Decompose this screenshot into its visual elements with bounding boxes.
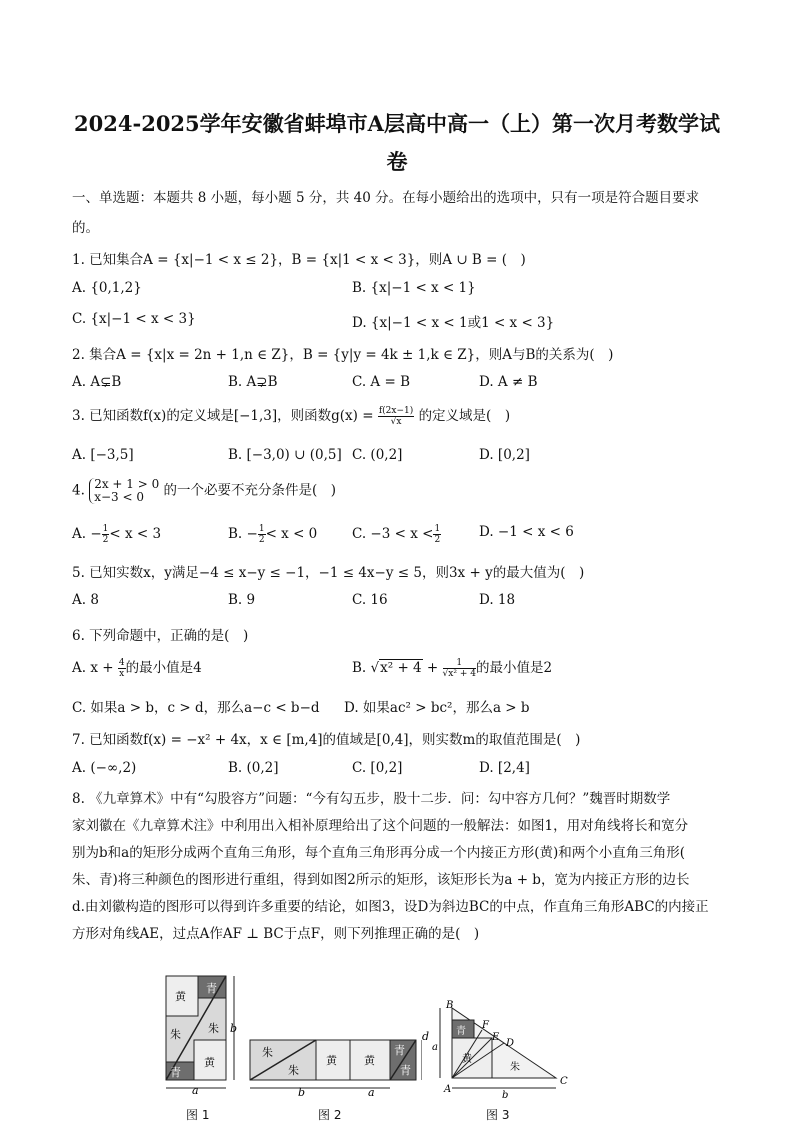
q7-stem: 7. 已知函数f(x) = −x² + 4x，x ∈ [m,4]的值域是[0,4]，则实数m的取值范围是( ): [72, 732, 581, 748]
fig2-label-yellow2: 黄: [364, 1054, 375, 1067]
q3-stem-pre: 3. 已知函数f(x)的定义域是[−1,3]，则函数g(x) =: [72, 408, 378, 424]
q4-inequality-system: [89, 478, 159, 504]
q3-frac-num: f(2x−1): [378, 406, 414, 416]
fig3-point-B: B: [446, 1000, 454, 1011]
q3-option-c: C. (0,2]: [352, 447, 403, 463]
q4-option-b: [228, 524, 317, 545]
q3-option-d: D. [0,2]: [479, 447, 530, 463]
fig1-label-yellow2: 黄: [204, 1056, 215, 1069]
q7-option-a: A. (−∞,2): [72, 760, 137, 776]
q1-option-c: C. {x|−1 < x < 3}: [72, 311, 196, 327]
q4-a-den: 2: [102, 535, 109, 545]
fig1-label-qing2: 青: [170, 1066, 181, 1079]
q4-option-a: [72, 524, 161, 545]
q8-paragraph: [72, 786, 722, 948]
q4-b-pre: B.: [228, 526, 247, 542]
fig2-label-zhu2: 朱: [288, 1064, 299, 1077]
q8-line: 家刘徽在《九章算术注》中利用出入相补原理给出了这个问题的一般解法：如图1，用对角线将长和宽分: [72, 818, 689, 834]
q6-b-pre: B.: [352, 660, 371, 676]
fig3-label-zhu: 朱: [510, 1062, 520, 1073]
figure-2: [244, 1034, 422, 1104]
fig3-point-C: C: [560, 1076, 568, 1087]
q4-a-pre: A. −: [72, 526, 102, 542]
q3-stem: [72, 404, 510, 427]
q4-b-neg: −: [246, 526, 258, 542]
q6-b-num: 1: [443, 658, 476, 669]
q7-option-d: D. [2,4]: [479, 760, 530, 776]
q3-option-a: A. [−3,5]: [72, 447, 134, 463]
q7-option-c: C. [0,2]: [352, 760, 403, 776]
fig3-point-A: A: [444, 1084, 452, 1095]
q4-c-num: 1: [434, 524, 441, 534]
q3-stem-post: 的定义域是( ): [418, 408, 511, 424]
fig3-label-qing: 青: [456, 1026, 466, 1037]
fig2-label-zhu: 朱: [262, 1046, 273, 1059]
q6-a-den: x: [119, 669, 125, 679]
fig1-label-b: b: [230, 1022, 238, 1035]
fig3-point-E: E: [492, 1032, 500, 1043]
section-heading: 一、单选题：本题共 8 小题，每小题 5 分，共 40 分。在每小题给出的选项中，只有一项是符合题目要求: [72, 190, 700, 206]
fig2-label-yellow: 黄: [326, 1054, 337, 1067]
fig3-label-a: a: [432, 1042, 438, 1053]
fig1-label-yellow: 黄: [175, 990, 186, 1003]
q4-c-frac: [433, 524, 441, 545]
q8-line: 方形对角线AE，过点A作AF ⊥ BC于点F，则下列推理正确的是( ): [72, 926, 480, 942]
q4-option-c: [352, 524, 441, 545]
figure-3-caption: 图 3: [486, 1108, 510, 1122]
q6-option-c: C. 如果a > b，c > d，那么a−c < b−d: [72, 700, 320, 716]
figure-1: [158, 972, 248, 1102]
q6-stem: 6. 下列命题中，正确的是( ): [72, 628, 249, 644]
fig1-label-a: a: [192, 1084, 199, 1097]
q8-line: 朱、青)将三种颜色的图形进行重组，得到如图2所示的矩形，该矩形长为a + b，宽为内接正方形的边长: [72, 872, 690, 888]
q4-a-post: < x < 3: [109, 526, 162, 542]
q4-c-den: 2: [434, 535, 441, 545]
page-title-line2: 卷: [386, 149, 408, 174]
q6-b-plus: +: [422, 660, 443, 676]
q3-fraction: [378, 406, 414, 427]
q3-option-b: B. [−3,0) ∪ (0,5]: [228, 447, 342, 463]
fig3-point-D: D: [506, 1038, 515, 1049]
q1-stem: 1. 已知集合A = {x|−1 < x ≤ 2}，B = {x|1 < x < 3}，则A ∪ B = ( ): [72, 252, 526, 268]
q7-option-b: B. (0,2]: [228, 760, 279, 776]
q4-c-pre: C. −3 < x <: [352, 526, 434, 542]
figure-2-caption: 图 2: [318, 1108, 342, 1122]
q4-b-post: < x < 0: [265, 526, 318, 542]
q6-b-den: √x² + 4: [442, 669, 476, 679]
fig3-point-F: F: [482, 1020, 489, 1031]
fig3-label-b: b: [502, 1090, 509, 1101]
q6-b-sqrt: x² + 4: [380, 660, 422, 676]
q6-b-post: 的最小值是2: [475, 660, 553, 676]
section-heading-cont: 的。: [72, 220, 99, 236]
q4-number: 4.: [72, 482, 85, 499]
figure-3: [420, 1000, 580, 1104]
q2-option-c: C. A = B: [352, 374, 410, 390]
q4-sys-line2: x−3 < 0: [94, 490, 144, 504]
fig2-label-qing: 青: [394, 1044, 405, 1057]
q8-line: d.由刘徽构造的图形可以得到许多重要的结论，如图3，设D为斜边BC的中点，作直角三角形ABC的内接正: [72, 899, 709, 915]
figure-1-caption: 图 1: [186, 1108, 210, 1122]
q2-option-b: B. A⊋B: [228, 374, 278, 390]
q3-frac-den: √x: [390, 417, 402, 427]
fig2-label-qing2: 青: [400, 1064, 411, 1077]
q6-option-a: [72, 656, 202, 679]
q4-option-d: D. −1 < x < 6: [479, 524, 574, 540]
fig2-label-b: b: [298, 1086, 306, 1099]
q5-stem: 5. 已知实数x，y满足−4 ≤ x−y ≤ −1，−1 ≤ 4x−y ≤ 5，则3x + y的最大值为( ): [72, 565, 585, 581]
q2-option-a: A. A⊊B: [72, 374, 122, 390]
fig3-label-d: d: [422, 1030, 430, 1043]
q5-option-a: A. 8: [72, 592, 99, 608]
q6-a-post: 的最小值是4: [125, 660, 202, 676]
fig3-label-yellow: 黄: [462, 1054, 472, 1065]
fig1-label-zhu2: 朱: [208, 1022, 219, 1035]
q4-sys-line1: 2x + 1 > 0: [94, 477, 160, 491]
q2-option-d: D. A ≠ B: [479, 374, 538, 390]
q6-a-num: 4: [118, 658, 125, 668]
fig1-label-qing: 青: [206, 982, 217, 995]
q1-option-d: D. {x|−1 < x < 1或1 < x < 3}: [352, 315, 555, 331]
q6-option-b: B. √x² + 4 + $\frac{1}{\text{√x² + 4}}$ 的最小值是2: [352, 658, 553, 679]
q4-a-num: 1: [102, 524, 109, 534]
fig1-label-zhu: 朱: [170, 1028, 181, 1041]
q1-option-b: B. {x|−1 < x < 1}: [352, 280, 476, 296]
q6-option-d: D. 如果ac² > bc²，那么a > b: [344, 700, 530, 716]
fig2-label-a: a: [368, 1086, 375, 1099]
q1-option-a: A. {0,1,2}: [72, 280, 142, 296]
q4-b-num: 1: [258, 524, 265, 534]
q4-b-frac: [258, 524, 266, 545]
q6-b-frac: [443, 658, 476, 679]
q5-option-b: B. 9: [228, 592, 256, 608]
q6-a-frac: [118, 658, 126, 679]
q5-option-d: D. 18: [479, 592, 516, 608]
q4-stem-post: 的一个必要不充分条件是( ): [163, 482, 337, 499]
q2-stem: 2. 集合A = {x|x = 2n + 1,n ∈ Z}，B = {y|y = 4k ± 1,k ∈ Z}，则A与B的关系为( ): [72, 347, 614, 363]
q4-stem: [72, 478, 336, 504]
q6-a-pre: A. x +: [72, 660, 118, 676]
q5-option-c: C. 16: [352, 592, 388, 608]
q8-line: 别为b和a的矩形分成两个直角三角形，每个直角三角形再分成一个内接正方形(黄)和两个小直角三角形(: [72, 845, 685, 861]
page-title-line1: 2024-2025学年安徽省蚌埠市A层高中高一（上）第一次月考数学试: [74, 111, 720, 136]
q4-b-den: 2: [258, 535, 265, 545]
q8-line: 8. 《九章算术》中有“勾股容方”问题：“今有勾五步，股十二步．问：勾中容方几何？”魏晋时期数学: [72, 791, 671, 807]
